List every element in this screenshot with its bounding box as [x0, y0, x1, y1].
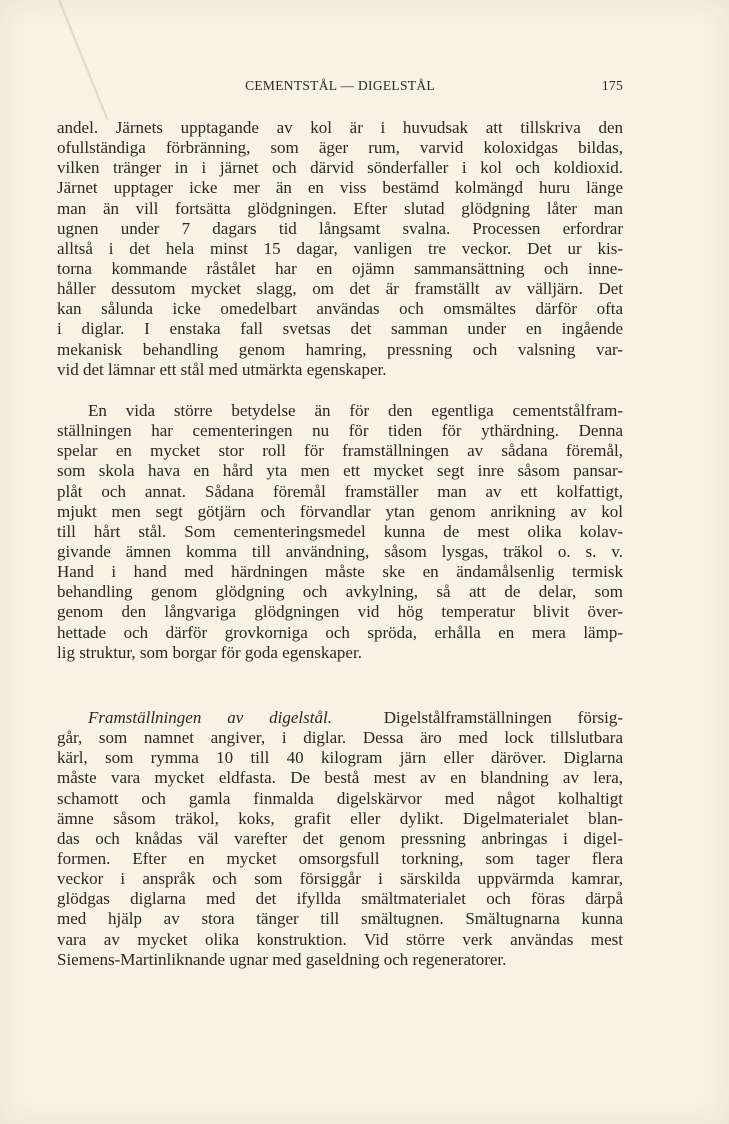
text-line — [57, 708, 623, 728]
text-line: till hårt stål. Som cementeringsmedel kunna de mest olika kolav- — [57, 521, 623, 541]
text-line: vilken tränger in i järnet och därvid sönderfaller i kol och koldioxid. — [57, 158, 623, 178]
text-line: plåt och annat. Sådana föremål framställer man av ett kolfattigt, — [57, 481, 623, 501]
text-line: ställningen har cementeringen nu för tiden för ythärdning. Denna — [57, 421, 623, 441]
text-line: En vida större betydelse än för den egentliga cementstålfram- — [88, 401, 623, 420]
page-number: 175 — [601, 78, 623, 93]
text-line: Järnet upptager icke mer än en viss bestämd kolmängd huru länge — [57, 178, 623, 198]
paragraph-3 — [57, 708, 623, 970]
text-line: håller dessutom mycket slagg, om det är framställt av välljärn. Det — [57, 279, 623, 299]
text-line: ugnen under 7 dagars tid långsamt svalna. Processen erfordrar — [57, 218, 623, 238]
text-line: kärl, som rymma 10 till 40 kilogram järn eller däröver. Diglarna — [57, 748, 623, 768]
text-line: Siemens-Martinliknande ugnar med gaseldning och regeneratorer. — [57, 949, 507, 969]
text-line: veckor i anspråk och som försiggår i särskilda uppvärmda kamrar, — [57, 869, 623, 889]
text-line: spelar en mycket stor roll för framställningen av sådana föremål, — [57, 441, 623, 461]
text-line: givande ämnen komma till användning, såsom lysgas, träkol o. s. v. — [57, 541, 623, 561]
text-line: mekanisk behandling genom hamring, pressning och valsning var- — [57, 339, 623, 359]
page-crease — [58, 0, 109, 121]
text-line: kan sålunda icke omedelbart användas och omsmältes därför ofta — [57, 299, 623, 319]
text-line: andel. Järnets upptagande av kol är i huvudsak att tillskriva den — [57, 118, 623, 137]
text-line: das och knådas väl varefter det genom pressning anbringas i digel- — [57, 828, 623, 848]
text-line: som skola hava en hård yta men ett mycket segt inre såsom pansar- — [57, 461, 623, 481]
paragraph-2 — [57, 401, 623, 663]
text-line: ofullständiga förbränning, som äger rum, varvid koloxidgas bildas, — [57, 138, 623, 158]
text-line: ämne såsom träkol, koks, grafit eller dylikt. Digelmaterialet blan- — [57, 808, 623, 828]
text-line: schamott och gamla finmalda digelskärvor med något kolhaltigt — [57, 788, 623, 808]
text-line: Hand i hand med härdningen måste ske en ändamålsenlig termisk — [57, 562, 623, 582]
text-line: behandling genom glödgning och avkylning, så att de delar, som — [57, 582, 623, 602]
text-line: man än vill fortsätta glödgningen. Efter slutad glödgning låter man — [57, 198, 623, 218]
text-line: går, som namnet angiver, i diglar. Dessa äro med lock tillslutbara — [57, 728, 623, 748]
text-line: måste vara mycket eldfasta. De bestå mest av en blandning av lera, — [57, 768, 623, 788]
text-line: alltså i det hela minst 15 dagar, vanligen tre veckor. Det ur kis- — [57, 238, 623, 258]
text-line: lig struktur, som borgar för goda egenskaper. — [57, 642, 362, 662]
text-line: med hjälp av stora tänger till smältugnen. Smältugnarna kunna — [57, 909, 623, 929]
text-line: i diglar. I enstaka fall svetsas det samman under en ingående — [57, 319, 623, 339]
text-line: mjukt men segt götjärn och förvandlar ytan genom anrikning av kol — [57, 501, 623, 521]
text-line: formen. Efter en mycket omsorgsfull torkning, som tager flera — [57, 848, 623, 868]
paragraph-1 — [57, 118, 623, 380]
text-line: vid det lämnar ett stål med utmärkta egenskaper. — [57, 359, 387, 379]
running-header — [57, 78, 623, 98]
text-line: genom den långvariga glödgningen vid hög temperatur blivit över- — [57, 602, 623, 622]
text-line: hettade och därför grovkorniga och spröda, erhålla en mera lämp- — [57, 622, 623, 642]
text-line-rest: Digelstålframställningen försig- — [383, 708, 624, 727]
text-line: glödgas diglarna med det ifyllda smältmaterialet och föras därpå — [57, 889, 623, 909]
text-line: torna kommande råstålet har en ojämn sammansättning och inne- — [57, 258, 623, 278]
running-title: CEMENTSTÅL — DIGELSTÅL — [245, 78, 435, 93]
text-line: vara av mycket olika konstruktion. Vid större verk användas mest — [57, 929, 623, 949]
section-heading: Framställningen av digelstål. — [88, 708, 332, 727]
